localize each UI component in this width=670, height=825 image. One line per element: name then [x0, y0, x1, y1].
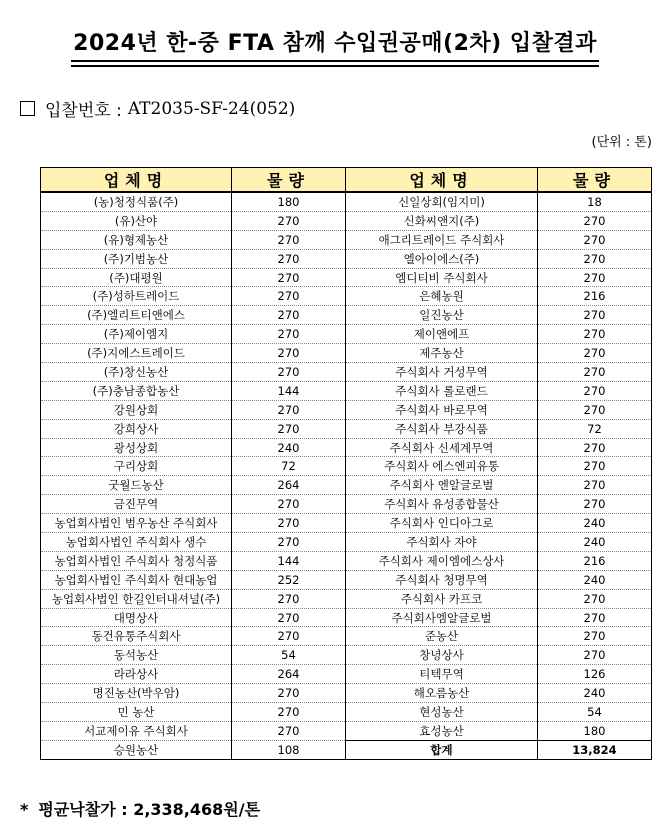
- quantity-cell: 270: [232, 684, 346, 703]
- table-row: [41, 306, 652, 325]
- quantity-cell: 270: [232, 325, 346, 344]
- company-cell: 주식회사 거성무역: [346, 363, 538, 382]
- quantity-cell: 270: [232, 287, 346, 306]
- header-quantity-1: 물량: [232, 168, 346, 193]
- table-body: [41, 192, 652, 759]
- company-cell: 주식회사 부강식품: [346, 419, 538, 438]
- company-cell: (농)청정식품(주): [41, 192, 232, 211]
- company-cell: (주)엘리트티앤에스: [41, 306, 232, 325]
- table-row: [41, 476, 652, 495]
- company-cell: 주식회사 자야: [346, 533, 538, 552]
- table-row: [41, 344, 652, 363]
- quantity-cell: 252: [232, 570, 346, 589]
- company-cell: 준농산: [346, 627, 538, 646]
- company-cell: 주식회사 신세계무역: [346, 438, 538, 457]
- company-cell: 엘아이에스(주): [346, 249, 538, 268]
- company-cell: 농업회사법인 주식회사 생수: [41, 533, 232, 552]
- quantity-cell: 180: [538, 721, 652, 740]
- company-cell: (주)충남종합농산: [41, 381, 232, 400]
- table-row: [41, 495, 652, 514]
- average-price: [20, 797, 260, 820]
- table-row: [41, 438, 652, 457]
- quantity-cell: 270: [538, 381, 652, 400]
- quantity-cell: 270: [232, 268, 346, 287]
- quantity-cell: 270: [232, 495, 346, 514]
- company-cell: 금진무역: [41, 495, 232, 514]
- quantity-cell: 270: [538, 495, 652, 514]
- quantity-cell: 270: [232, 533, 346, 552]
- quantity-cell: 270: [232, 703, 346, 722]
- table-row: [41, 400, 652, 419]
- company-cell: 은혜농원: [346, 287, 538, 306]
- quantity-cell: 270: [232, 589, 346, 608]
- quantity-cell: 240: [538, 684, 652, 703]
- table-row: [41, 268, 652, 287]
- company-cell: 주식회사 바로무역: [346, 400, 538, 419]
- company-cell: 강희상사: [41, 419, 232, 438]
- quantity-cell: 144: [232, 551, 346, 570]
- company-cell: (주)제이엠지: [41, 325, 232, 344]
- table-row: [41, 721, 652, 740]
- quantity-cell: 270: [232, 419, 346, 438]
- quantity-cell: 270: [538, 457, 652, 476]
- company-cell: 동석농산: [41, 646, 232, 665]
- company-cell: 구리상회: [41, 457, 232, 476]
- quantity-cell: 180: [232, 192, 346, 211]
- quantity-cell: 270: [538, 363, 652, 382]
- table-row: [41, 646, 652, 665]
- quantity-cell: 216: [538, 551, 652, 570]
- table-row: [41, 325, 652, 344]
- table-row: [41, 230, 652, 249]
- quantity-cell: 270: [538, 627, 652, 646]
- quantity-cell: 108: [232, 740, 346, 759]
- company-cell: 주식회사 청명무역: [346, 570, 538, 589]
- table-row: [41, 363, 652, 382]
- quantity-cell: 270: [232, 230, 346, 249]
- company-cell: 농업회사법인 주식회사 현대농업: [41, 570, 232, 589]
- table-row: [41, 514, 652, 533]
- quantity-cell: 54: [538, 703, 652, 722]
- company-cell: 주식회사 카프코: [346, 589, 538, 608]
- company-cell: 명진농산(박우암): [41, 684, 232, 703]
- quantity-cell: 270: [232, 514, 346, 533]
- quantity-cell: 270: [232, 627, 346, 646]
- table-row: [41, 551, 652, 570]
- table-row: [41, 287, 652, 306]
- quantity-cell: 240: [232, 438, 346, 457]
- unit-note: (단위 : 톤): [591, 135, 652, 150]
- company-cell: (주)기범농산: [41, 249, 232, 268]
- quantity-cell: 216: [538, 287, 652, 306]
- quantity-cell: 270: [232, 249, 346, 268]
- table-row: [41, 627, 652, 646]
- company-cell: (주)성하트레이드: [41, 287, 232, 306]
- header-row: [41, 168, 652, 193]
- bid-number: [20, 96, 295, 121]
- results-table: [40, 167, 652, 760]
- company-cell: 주식회사 롤로랜드: [346, 381, 538, 400]
- quantity-cell: 270: [232, 344, 346, 363]
- quantity-cell: 270: [538, 268, 652, 287]
- bullet-star: *: [20, 800, 29, 819]
- quantity-cell: 270: [538, 230, 652, 249]
- company-cell: 민 농산: [41, 703, 232, 722]
- company-cell: 해오름농산: [346, 684, 538, 703]
- company-cell: 승원농산: [41, 740, 232, 759]
- company-cell: 엠디티비 주식회사: [346, 268, 538, 287]
- company-cell: 주식회사 엔알글로벌: [346, 476, 538, 495]
- company-cell: 제주농산: [346, 344, 538, 363]
- company-cell: 주식회사 인디아그로: [346, 514, 538, 533]
- quantity-cell: 18: [538, 192, 652, 211]
- company-cell: 일진농산: [346, 306, 538, 325]
- company-cell: 티텍무역: [346, 665, 538, 684]
- bid-number-label: 입찰번호 :: [45, 101, 122, 121]
- table-row: [41, 684, 652, 703]
- table-row: [41, 381, 652, 400]
- company-cell: 주식회사 유성종합물산: [346, 495, 538, 514]
- quantity-cell: 264: [232, 476, 346, 495]
- quantity-cell: 270: [232, 211, 346, 230]
- quantity-cell: 240: [538, 533, 652, 552]
- table-row: [41, 419, 652, 438]
- company-cell: 라라상사: [41, 665, 232, 684]
- quantity-cell: 126: [538, 665, 652, 684]
- quantity-cell: 270: [538, 646, 652, 665]
- company-cell: 주식회사엠알글로벌: [346, 608, 538, 627]
- company-cell: 대명상사: [41, 608, 232, 627]
- company-cell: (유)형제농산: [41, 230, 232, 249]
- quantity-cell: 240: [538, 514, 652, 533]
- company-cell: 창녕상사: [346, 646, 538, 665]
- quantity-cell: 270: [538, 344, 652, 363]
- average-price-text: 평균낙찰가 : 2,338,468원/톤: [38, 800, 261, 819]
- header-company-1: 업체명: [41, 168, 232, 193]
- quantity-cell: 270: [232, 608, 346, 627]
- table-row-total: [41, 740, 652, 759]
- quantity-cell: 270: [538, 476, 652, 495]
- company-cell: 현성농산: [346, 703, 538, 722]
- quantity-cell: 270: [232, 721, 346, 740]
- quantity-cell: 54: [232, 646, 346, 665]
- company-cell: 동건유통주식회사: [41, 627, 232, 646]
- company-cell: 신일상회(임지미): [346, 192, 538, 211]
- checkbox-square-icon: [20, 101, 35, 116]
- title-wrap: [0, 30, 670, 62]
- table-row: [41, 665, 652, 684]
- company-cell: 주식회사 제이엠에스상사: [346, 551, 538, 570]
- company-cell: 효성농산: [346, 721, 538, 740]
- quantity-cell: 270: [538, 249, 652, 268]
- quantity-cell: 270: [232, 400, 346, 419]
- table-row: [41, 211, 652, 230]
- quantity-cell: 270: [538, 589, 652, 608]
- quantity-cell: 270: [538, 306, 652, 325]
- quantity-cell: 72: [538, 419, 652, 438]
- company-cell: (유)산야: [41, 211, 232, 230]
- quantity-cell: 240: [538, 570, 652, 589]
- quantity-cell: 72: [232, 457, 346, 476]
- bid-number-value: AT2035-SF-24(052): [127, 98, 296, 119]
- header-company-2: 업체명: [346, 168, 538, 193]
- table-row: [41, 570, 652, 589]
- table-row: [41, 589, 652, 608]
- quantity-cell: 270: [538, 400, 652, 419]
- quantity-cell: 270: [232, 363, 346, 382]
- quantity-cell: 264: [232, 665, 346, 684]
- company-cell: (주)대평원: [41, 268, 232, 287]
- company-cell: 신화씨앤지(주): [346, 211, 538, 230]
- company-cell: 제이앤에프: [346, 325, 538, 344]
- company-cell: (주)창신농산: [41, 363, 232, 382]
- quantity-cell: 270: [232, 306, 346, 325]
- header-quantity-2: 물량: [538, 168, 652, 193]
- company-cell: 주식회사 에스엔피유통: [346, 457, 538, 476]
- table-row: [41, 703, 652, 722]
- page-title: 2024년 한-중 FTA 참깨 수입권공매(2차) 입찰결과: [71, 30, 599, 62]
- quantity-cell: 270: [538, 438, 652, 457]
- company-cell: 농업회사법인 범우농산 주식회사: [41, 514, 232, 533]
- table-row: [41, 192, 652, 211]
- total-value: 13,824: [538, 740, 652, 759]
- company-cell: 굿월드농산: [41, 476, 232, 495]
- total-label: 합계: [346, 740, 538, 759]
- quantity-cell: 270: [538, 325, 652, 344]
- table-row: [41, 608, 652, 627]
- company-cell: 서교제이유 주식회사: [41, 721, 232, 740]
- company-cell: 농업회사법인 한길인터내셔널(주): [41, 589, 232, 608]
- quantity-cell: 270: [538, 211, 652, 230]
- company-cell: 애그리트레이드 주식회사: [346, 230, 538, 249]
- company-cell: (주)지에스트레이드: [41, 344, 232, 363]
- company-cell: 농업회사법인 주식회사 청정식품: [41, 551, 232, 570]
- company-cell: 광성상회: [41, 438, 232, 457]
- quantity-cell: 270: [538, 608, 652, 627]
- table-row: [41, 457, 652, 476]
- table-row: [41, 249, 652, 268]
- quantity-cell: 144: [232, 381, 346, 400]
- company-cell: 강원상회: [41, 400, 232, 419]
- table-row: [41, 533, 652, 552]
